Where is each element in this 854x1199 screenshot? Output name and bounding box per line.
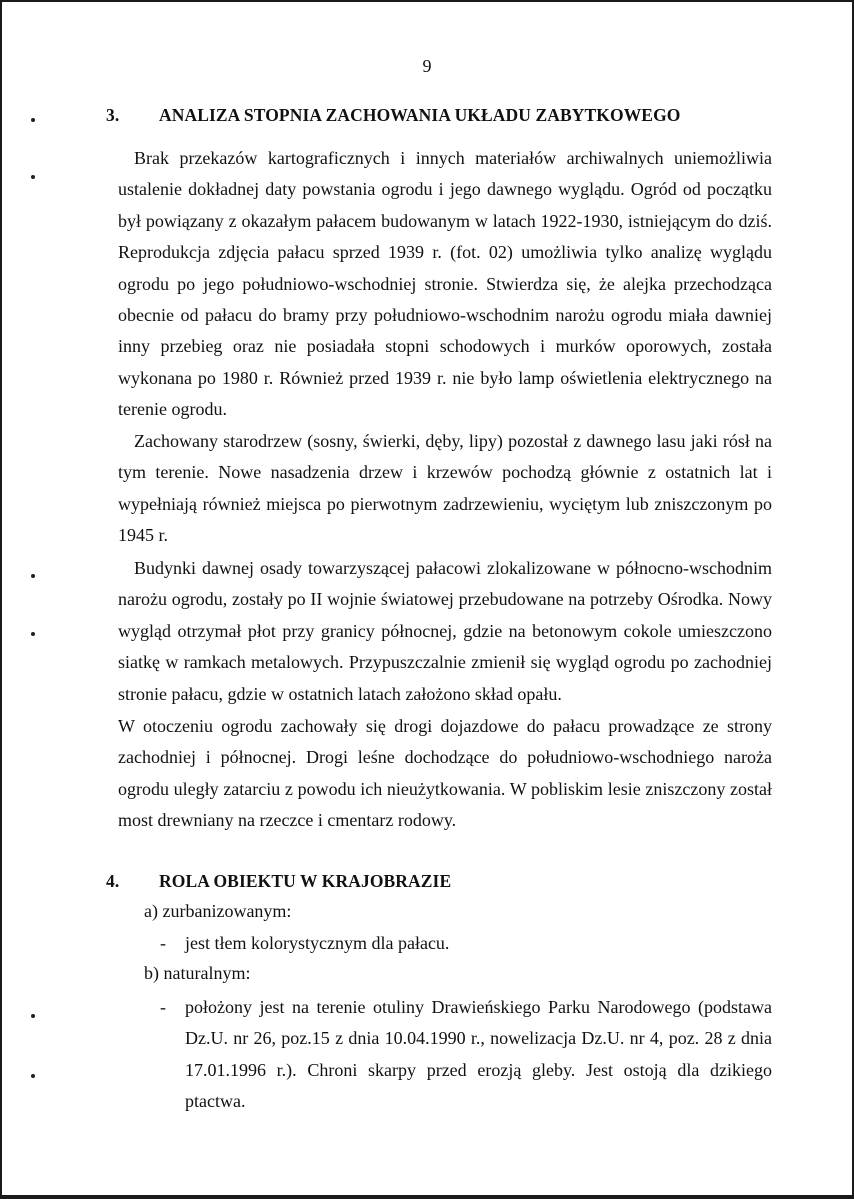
list-item-a: a) zurbanizowanym: — [144, 901, 292, 921]
margin-mark — [31, 175, 35, 179]
list-item-b: b) naturalnym: — [144, 963, 251, 983]
list-item-a-detail — [160, 928, 772, 959]
list-item-a-text: jest tłem kolorystycznym dla pałacu. — [185, 933, 450, 953]
section-3-paragraph-4: W otoczeniu ogrodu zachowały się drogi dojazdowe do pałacu prowadzące ze strony zachodniej i północnej. Drogi leśne dochodzące do południowo-wschodniego naroża ogrodu uległy zatarciu z powodu ich nieużytkowania. W pobliskim lesie zniszczony został most drewniany na rzeczce i cmentarz rodowy. — [118, 716, 772, 831]
section-4-title: ROLA OBIEKTU W KRAJOBRAZIE — [159, 871, 452, 891]
margin-mark — [31, 118, 35, 122]
dash-bullet: - — [160, 933, 166, 953]
margin-mark — [31, 1074, 35, 1078]
section-3-paragraph-1: Brak przekazów kartograficznych i innych materiałów archiwalnych uniemożliwia ustalenie dokładnej daty powstania ogrodu i jego dawnego wyglądu. Ogród od początku był powiązany z okazałym pałacem budowanym w latach 1922-1930, istniejącym do dziś. Reprodukcja zdjęcia pałacu sprzed 1939 r. (fot. 02) umożliwia tylko analizę wyglądu ogrodu po jego południowo-wschodniej stronie. Stwierdza się, że alejka przechodząca obecnie od pałacu do bramy przy południowo-wschodnim narożu ogrodu miała dawniej inny przebieg oraz nie posiadała stopni schodowych i murków oporowych, została wykonana po 1980 r. Również przed 1939 r. nie było lamp oświetlenia elektrycznego na terenie ogrodu. — [118, 148, 772, 420]
section-3-heading — [106, 105, 681, 126]
section-4-number: 4. — [106, 871, 120, 891]
scan-edge-top — [0, 0, 854, 2]
margin-mark — [31, 1014, 35, 1018]
list-item-b-detail — [160, 992, 772, 1118]
scan-edge-bottom — [0, 1195, 854, 1199]
margin-mark — [31, 632, 35, 636]
scan-edge-left — [0, 0, 2, 1199]
section-3-paragraph-2: Zachowany starodrzew (sosny, świerki, dęby, lipy) pozostał z dawnego lasu jaki rósł na tym terenie. Nowe nasadzenia drzew i krzewów pochodzą głównie z ostatnich lat i wypełniają również miejsca po pierwotnym zadrzewieniu, wyciętym lub zniszczonym po 1945 r. — [118, 431, 772, 546]
list-item-b-text: położony jest na terenie otuliny Drawieńskiego Parku Narodowego (podstawa Dz.U. nr 26, poz.15 z dnia 10.04.1990 r., nowelizacja Dz.U. nr 4, poz. 28 z dnia 17.01.1996 r.). Chroni skarpy przed erozją gleby. Jest ostoją dla dzikiego ptactwa. — [185, 997, 772, 1112]
margin-mark — [31, 574, 35, 578]
page-number: 9 — [422, 56, 432, 76]
section-3-number: 3. — [106, 105, 120, 125]
section-3-paragraph-3: Budynki dawnej osady towarzyszącej pałacowi zlokalizowane w północno-wschodnim narożu ogrodu, zostały po II wojnie światowej przebudowane na potrzeby Ośrodka. Nowy wygląd otrzymał płot przy granicy północnej, gdzie na betonowym cokole umieszczono siatkę w ramkach metalowych. Przypuszczalnie zmienił się wygląd ogrodu po zachodniej stronie pałacu, gdzie w ostatnich latach założono skład opału. — [118, 558, 772, 704]
section-3-title: ANALIZA STOPNIA ZACHOWANIA UKŁADU ZABYTKOWEGO — [159, 105, 681, 125]
section-4-heading — [106, 871, 451, 892]
dash-bullet: - — [160, 997, 166, 1017]
